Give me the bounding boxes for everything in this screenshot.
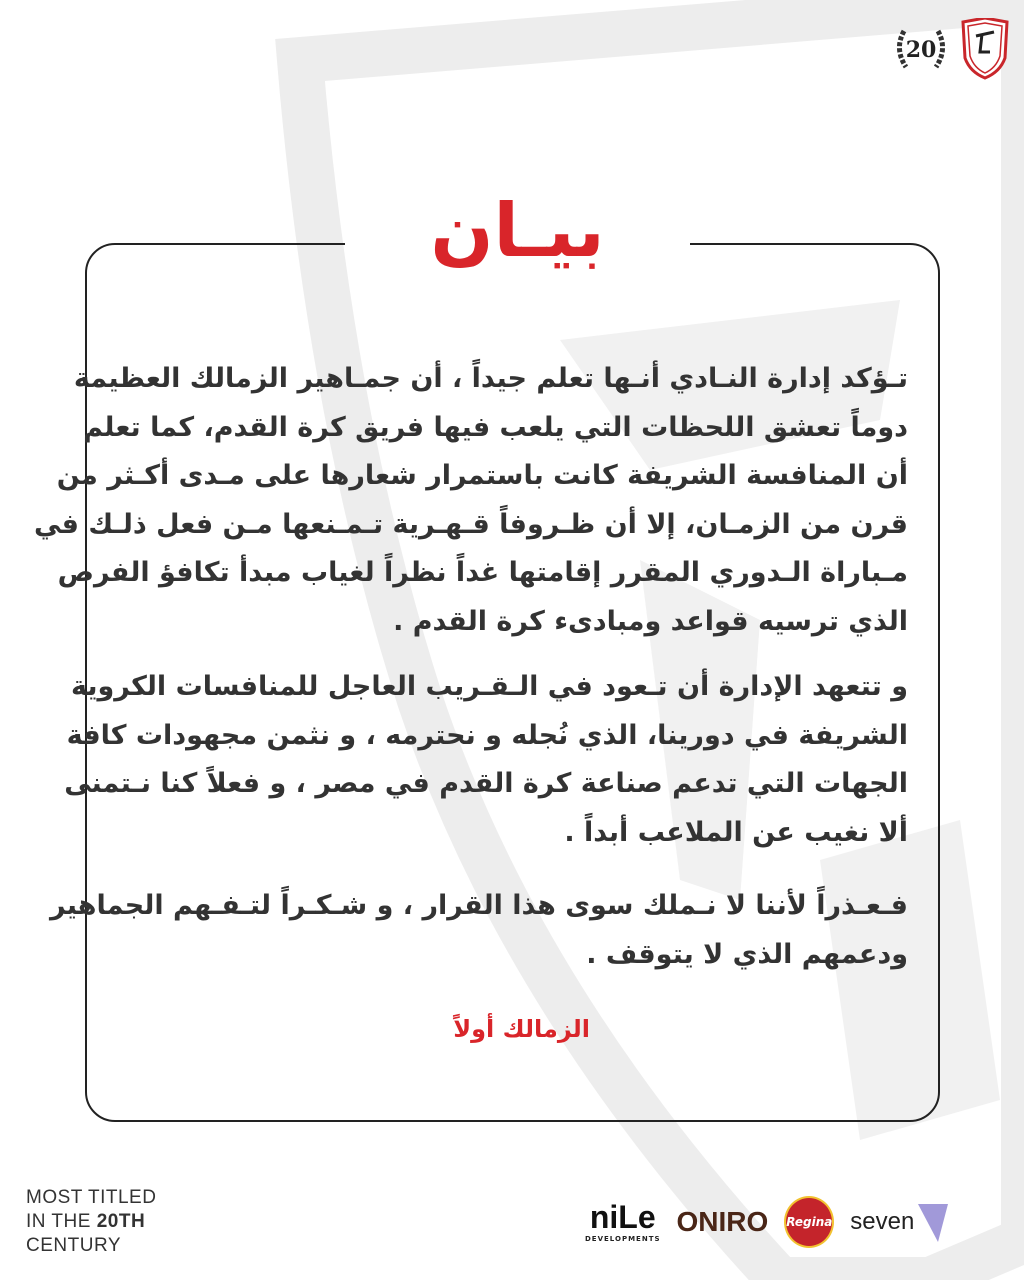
paragraph-1: [33, 355, 908, 646]
anniversary-number: 20: [905, 37, 937, 63]
tagline: [26, 1186, 156, 1258]
nile-sub: DEVELOPMENTS: [585, 1235, 661, 1243]
paragraph-2: [64, 663, 908, 857]
laurel-20-badge-icon: [892, 23, 950, 75]
tagline-line: [26, 1210, 156, 1234]
text-line: فـعـذراً لأننا لا نـملك سوى هذا القرار ، و شـكـراً لتـفـهم الجماهير: [49, 890, 908, 921]
tagline-text: IN THE: [26, 1211, 97, 1232]
tagline-line: MOST TITLED: [26, 1187, 157, 1208]
text-line: الذي ترسيه قواعد ومبادىء كرة القدم .: [393, 605, 908, 637]
seven-wordmark: seven: [850, 1208, 915, 1235]
text-line: أن المنافسة الشريفة كانت باستمرار شعارها على مـدى أكـثر من: [56, 460, 908, 491]
text-line: الشريفة في دورينا، الذي نُجله و نحترمه ، و نثمن مجهودات كافة: [66, 719, 908, 751]
text-line: ألا نغيب عن الملاعب أبداً .: [564, 816, 908, 848]
zamalek-crest-icon: [960, 18, 1010, 80]
signature: الزمالك أولاً: [453, 1015, 590, 1043]
triangle-icon: [918, 1200, 948, 1244]
tagline-line: CENTURY: [26, 1235, 121, 1256]
sponsor-logos: [585, 1196, 948, 1248]
text-line: مـباراة الـدوري المقرر إقامتها غداً نظراً لغياب مبدأ تكافؤ الفرص: [57, 557, 908, 588]
tagline-bold: 20TH: [96, 1211, 146, 1232]
statement-title: بيـان: [430, 188, 605, 274]
text-line: قرن من الزمـان، إلا أن ظـروفاً قـهـرية تـمـنعها مـن فعل ذلـك في: [33, 508, 908, 540]
regina-wordmark: Regina: [786, 1215, 833, 1229]
seven-logo: [850, 1200, 948, 1244]
header-logos: [892, 18, 1010, 80]
oniro-logo: ONIRO: [676, 1206, 769, 1237]
text-line: الجهات التي تدعم صناعة كرة القدم في مصر ، و فعلاً كنا نـتمنى: [64, 768, 908, 799]
nile-logo: [585, 1200, 661, 1244]
text-line: و تتعهد الإدارة أن تـعود في الـقـريب العاجل للمنافسات الكروية: [71, 671, 908, 702]
paragraph-3: [49, 882, 908, 979]
regina-logo: [784, 1196, 834, 1248]
nile-wordmark: niLe: [589, 1199, 656, 1235]
text-line: ودعمهم الذي لا يتوقف .: [586, 938, 908, 970]
text-line: تـؤكد إدارة النـادي أنـها تعلم جيداً ، أن جمـاهير الزمالك العظيمة: [73, 363, 908, 394]
text-line: دوماً تعشق اللحظات التي يلعب فيها فريق كرة القدم، كما تعلم: [83, 411, 908, 443]
